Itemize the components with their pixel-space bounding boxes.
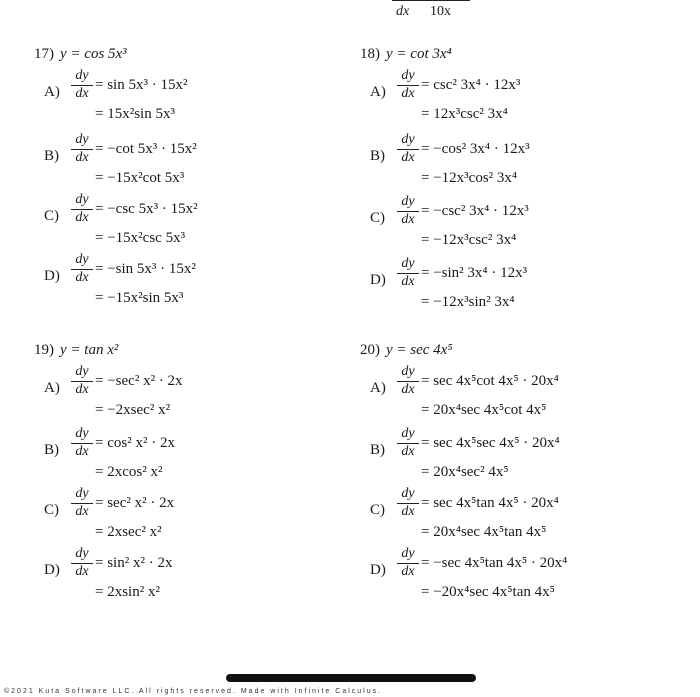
option-line-2: = 2xsec² x² — [95, 524, 162, 540]
option-letter: C) — [370, 502, 385, 518]
option-letter: D) — [44, 562, 60, 578]
option-line-2: = 15x²sin 5x³ — [95, 106, 175, 122]
option-line-1: = sin² x² · 2x — [95, 555, 173, 571]
option-line-2: = 2xsin² x² — [95, 584, 160, 600]
option-letter: A) — [370, 84, 386, 100]
scroll-indicator-bar[interactable] — [226, 674, 476, 682]
option-line-2: = 20x⁴sec² 4x⁵ — [421, 464, 509, 480]
option-letter: C) — [44, 502, 59, 518]
option-line-1: = −cot 5x³ · 15x² — [95, 141, 197, 157]
option-line-2: = −12x³sin² 3x⁴ — [421, 294, 515, 310]
option-letter: B) — [370, 442, 385, 458]
fraction-dx: dx — [396, 4, 410, 19]
option-line-1: = sec 4x⁵tan 4x⁵ · 20x⁴ — [421, 495, 559, 511]
option-line-2: = 12x³csc² 3x⁴ — [421, 106, 508, 122]
option-letter: A) — [44, 380, 60, 396]
problem-expression: y = sec 4x⁵ — [386, 342, 453, 358]
option-line-1: = sec 4x⁵cot 4x⁵ · 20x⁴ — [421, 373, 559, 389]
option-line-1: = −sin 5x³ · 15x² — [95, 261, 196, 277]
option-line-1: = −csc 5x³ · 15x² — [95, 201, 198, 217]
dy-dx-fraction: dy dx — [395, 364, 421, 398]
problem-number: 18) — [360, 46, 380, 62]
fraction-bar — [392, 0, 470, 1]
dy-dx-fraction: dy dx — [395, 132, 421, 166]
problem-expression: y = tan x² — [60, 342, 119, 358]
option-letter: C) — [44, 208, 59, 224]
copyright-footer: ©2021 Kuta Software LLC. All rights reserved. Made with Infinite Calculus. — [4, 688, 383, 695]
option-line-1: = csc² 3x⁴ · 12x³ — [421, 77, 521, 93]
option-letter: A) — [370, 380, 386, 396]
dy-dx-fraction: dy dx — [69, 132, 95, 166]
option-line-1: = sec 4x⁵sec 4x⁵ · 20x⁴ — [421, 435, 560, 451]
option-line-1: = sin 5x³ · 15x² — [95, 77, 188, 93]
option-line-1: = sec² x² · 2x — [95, 495, 175, 511]
option-letter: B) — [370, 148, 385, 164]
problem-header — [360, 342, 453, 359]
dy-dx-fraction: dy dx — [69, 252, 95, 286]
dy-dx-fraction: dy dx — [69, 426, 95, 460]
problem-expression: y = cot 3x⁴ — [386, 46, 452, 62]
option-letter: D) — [370, 562, 386, 578]
dy-dx-fraction: dy dx — [395, 546, 421, 580]
option-line-1: = cos² x² · 2x — [95, 435, 175, 451]
problem-number: 20) — [360, 342, 380, 358]
option-line-1: = −sec² x² · 2x — [95, 373, 183, 389]
problem-number: 19) — [34, 342, 54, 358]
option-letter: A) — [44, 84, 60, 100]
option-letter: B) — [44, 442, 59, 458]
dy-dx-fraction: dy dx — [69, 68, 95, 102]
option-line-2: = −2xsec² x² — [95, 402, 171, 418]
fraction-denominator: 10x — [430, 4, 451, 19]
option-line-1: = −csc² 3x⁴ · 12x³ — [421, 203, 529, 219]
option-line-1: = −sec 4x⁵tan 4x⁵ · 20x⁴ — [421, 555, 568, 571]
dy-dx-fraction: dy dx — [69, 546, 95, 580]
problem-header — [34, 46, 127, 63]
problem-header — [360, 46, 452, 63]
option-line-1: = −cos² 3x⁴ · 12x³ — [421, 141, 530, 157]
option-line-2: = 2xcos² x² — [95, 464, 163, 480]
problem-number: 17) — [34, 46, 54, 62]
option-line-2: = 20x⁴sec 4x⁵tan 4x⁵ — [421, 524, 547, 540]
option-letter: D) — [44, 268, 60, 284]
option-line-2: = 20x⁴sec 4x⁵cot 4x⁵ — [421, 402, 547, 418]
dy-dx-fraction: dy dx — [395, 68, 421, 102]
dy-dx-fraction: dy dx — [69, 364, 95, 398]
dy-dx-fraction: dy dx — [395, 486, 421, 520]
option-line-2: = −15x²sin 5x³ — [95, 290, 184, 306]
dy-dx-fraction: dy dx — [69, 486, 95, 520]
dy-dx-fraction: dy dx — [69, 192, 95, 226]
option-letter: C) — [370, 210, 385, 226]
option-line-2: = −12x³csc² 3x⁴ — [421, 232, 517, 248]
dy-dx-fraction: dy dx — [395, 426, 421, 460]
dy-dx-fraction: dy dx — [395, 256, 421, 290]
problem-header — [34, 342, 118, 359]
option-line-1: = −sin² 3x⁴ · 12x³ — [421, 265, 528, 281]
dy-dx-fraction: dy dx — [395, 194, 421, 228]
option-line-2: = −20x⁴sec 4x⁵tan 4x⁵ — [421, 584, 555, 600]
option-line-2: = −12x³cos² 3x⁴ — [421, 170, 518, 186]
option-line-2: = −15x²csc 5x³ — [95, 230, 186, 246]
option-letter: B) — [44, 148, 59, 164]
problem-expression: y = cos 5x³ — [60, 46, 127, 62]
option-line-2: = −15x²cot 5x³ — [95, 170, 185, 186]
option-letter: D) — [370, 272, 386, 288]
